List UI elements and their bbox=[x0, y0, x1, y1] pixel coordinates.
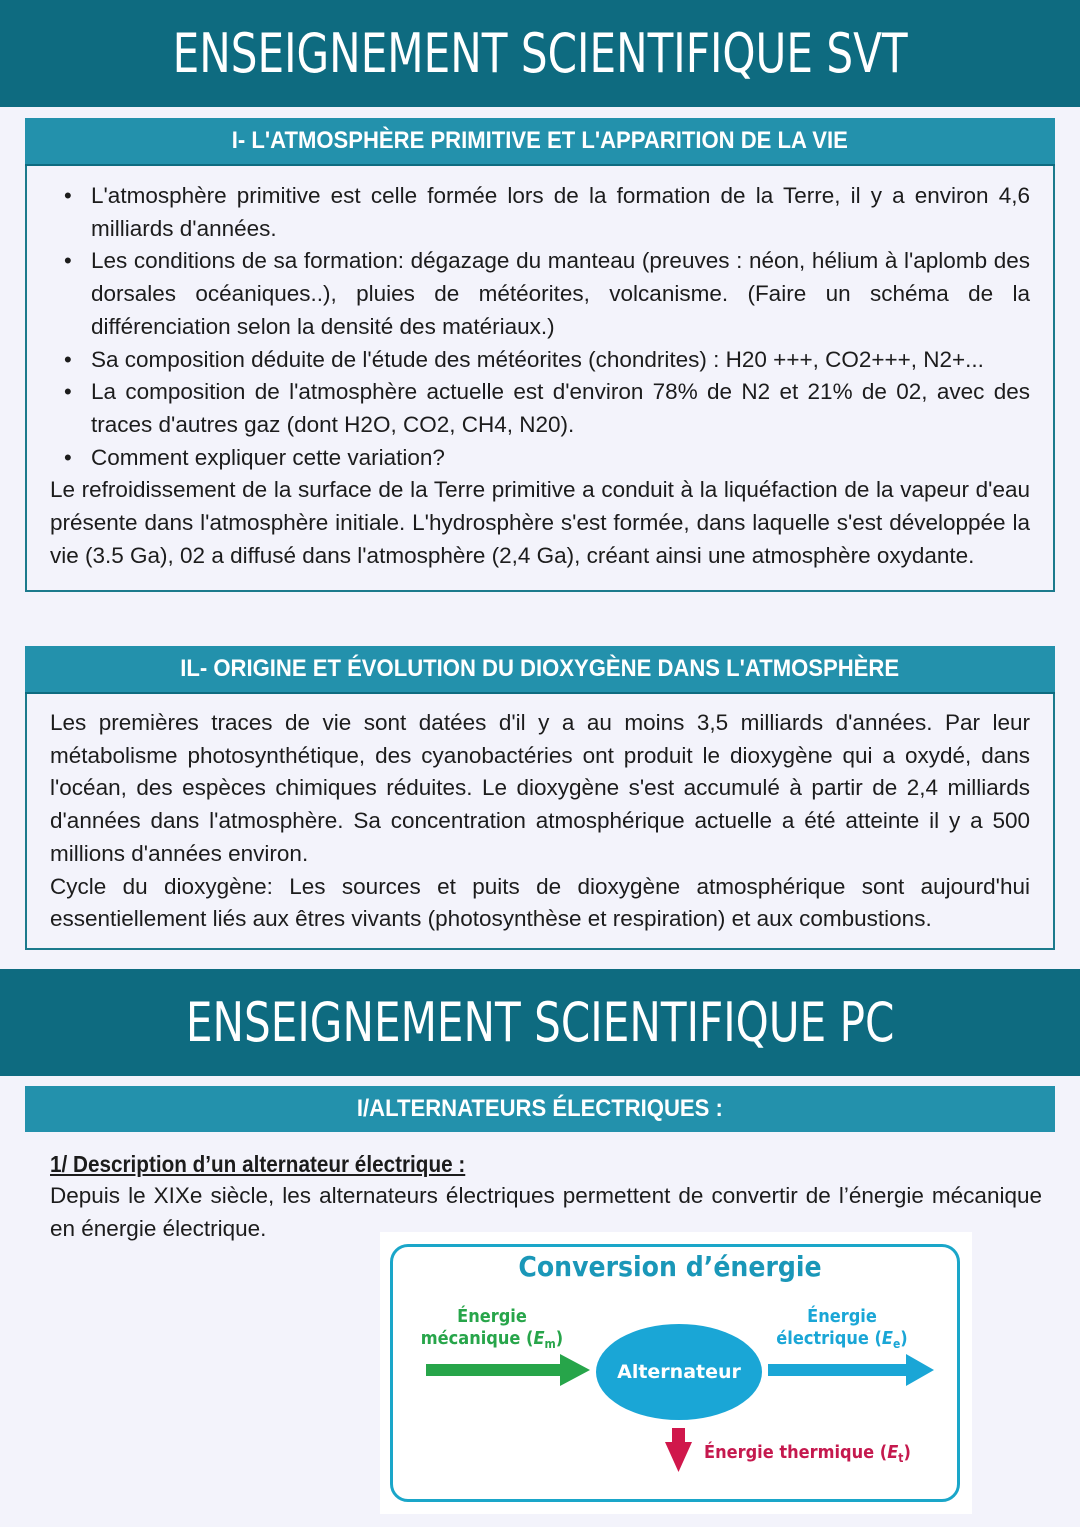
section-header bbox=[25, 646, 1055, 694]
label-line: Énergie thermique ( bbox=[704, 1442, 888, 1463]
energy-conversion-diagram bbox=[380, 1232, 972, 1514]
subscript: t bbox=[898, 1451, 904, 1465]
section-alternateurs bbox=[25, 1086, 1055, 1132]
symbol: E bbox=[533, 1328, 545, 1349]
pc-banner-title: ENSEIGNEMENT SCIENTIFIQUE PC bbox=[185, 991, 895, 1054]
bullet-list bbox=[50, 180, 1030, 474]
label-line: mécanique ( bbox=[420, 1328, 534, 1349]
section-title: I- L'ATMOSPHÈRE PRIMITIVE ET L'APPARITION DE LA VIE bbox=[231, 127, 849, 154]
section-title: I/ALTERNATEURS ÉLECTRIQUES : bbox=[357, 1095, 723, 1122]
section-body bbox=[25, 694, 1055, 950]
subsection-title: 1/ Description d’un alternateur électrique : bbox=[50, 1151, 466, 1177]
alternator-node bbox=[596, 1324, 762, 1420]
alternator-description bbox=[50, 1148, 1042, 1245]
paren: ) bbox=[903, 1442, 911, 1463]
thermal-energy-label bbox=[704, 1442, 920, 1469]
label-line: Énergie bbox=[457, 1306, 527, 1327]
explanation-paragraph: Le refroidissement de la surface de la Terre primitive a conduit à la liquéfaction de la vapeur d'eau présente dans l'atmosphère initiale. L'hydrosphère s'est formée, dans laquelle s'est développée la vie (3.5 Ga), 02 a diffusé dans l'atmosphère (2,4 Ga), créant ainsi une atmosphère oxydante. bbox=[50, 477, 1030, 568]
symbol: E bbox=[887, 1442, 899, 1463]
paren: ) bbox=[555, 1328, 564, 1349]
subscript: e bbox=[892, 1337, 901, 1351]
paren: ) bbox=[900, 1328, 908, 1349]
section-body bbox=[25, 166, 1055, 592]
green-arrow-icon bbox=[426, 1354, 590, 1386]
origin-paragraph: Les premières traces de vie sont datées d'il y a au moins 3,5 milliards d'années. Par leur métabolisme photosynthétique, des cyanobactéries ont produit le dioxygène qui a oxydé, dans l'océan, des espèces chimiques réduites. Le dioxygène s'est accumulé à partir de 2,4 milliards d'années dans l'atmosphère. Sa concentration atmosphérique actuelle a été atteinte il y a 500 millions d'années environ. bbox=[50, 710, 1030, 866]
cycle-paragraph: Cycle du dioxygène: Les sources et puits de dioxygène atmosphérique sont aujourd'hui essentiellement liés aux êtres vivants (photosynthèse et respiration) et aux combustions. bbox=[50, 873, 1030, 932]
pc-banner bbox=[0, 969, 1080, 1076]
list-item: • L'atmosphère primitive est celle formée lors de la formation de la Terre, il y a environ 4,6 milliards d'années. bbox=[50, 180, 1030, 245]
svt-banner-title: ENSEIGNEMENT SCIENTIFIQUE SVT bbox=[172, 22, 908, 85]
diagram-title: Conversion d’énergie bbox=[518, 1250, 822, 1283]
blue-arrow-icon bbox=[768, 1354, 934, 1386]
section-title: IL- ORIGINE ET ÉVOLUTION DU DIOXYGÈNE DANS L'ATMOSPHÈRE bbox=[180, 655, 900, 682]
label-line: électrique ( bbox=[776, 1328, 882, 1349]
svt-banner bbox=[0, 0, 1080, 107]
list-item: • La composition de l'atmosphère actuelle est d'environ 78% de N2 et 21% de 02, avec des traces d'autres gaz (dont H2O, CO2, CH4, N20). bbox=[50, 376, 1030, 441]
symbol: E bbox=[881, 1328, 893, 1349]
list-item: • Les conditions de sa formation: dégazage du manteau (preuves : néon, hélium à l'aplomb des dorsales océaniques..), pluies de météorites, volcanisme. (Faire un schéma de la différenciation selon la densité des matériaux.) bbox=[50, 245, 1030, 343]
alternator-label: Alternateur bbox=[617, 1361, 741, 1383]
section-header bbox=[25, 118, 1055, 166]
list-item: • Comment expliquer cette variation? bbox=[50, 442, 1030, 475]
description-paragraph: Depuis le XIXe siècle, les alternateurs électriques permettent de convertir de l’énergie mécanique en énergie électrique. bbox=[50, 1183, 1042, 1241]
list-item: • Sa composition déduite de l'étude des météorites (chondrites) : H20 +++, CO2+++, N2+... bbox=[50, 344, 1030, 377]
label-line: Énergie bbox=[807, 1306, 877, 1327]
red-arrow-down-icon bbox=[665, 1428, 692, 1472]
subscript: m bbox=[544, 1337, 556, 1351]
section-header bbox=[25, 1086, 1055, 1132]
section-atmosphere-primitive bbox=[25, 118, 1055, 592]
section-dioxygene bbox=[25, 646, 1055, 950]
